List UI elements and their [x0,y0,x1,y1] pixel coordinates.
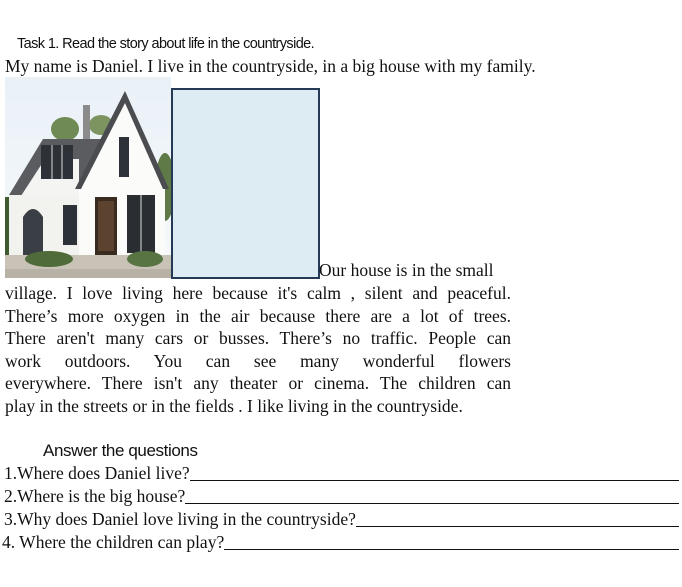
story-intro: My name is Daniel. I live in the countryside, in a big house with my family. [5,56,536,76]
task-title: Task 1. Read the story about life in the countryside. [17,36,315,52]
answer-line[interactable] [190,480,679,481]
question-row [4,485,679,507]
answer-heading: Answer the questions [43,441,198,460]
question-row [2,531,679,553]
question-text: 3.Why does Daniel love living in the countryside? [4,509,356,529]
answer-line[interactable] [356,526,679,527]
story-line: There’s more oxygen in the air because there are a lot of trees. [5,306,511,326]
question-text: 2.Where is the big house? [4,486,186,506]
question-row [4,462,679,484]
question-row [4,508,679,530]
story-line-first: Our house is in the small [319,260,494,280]
question-text: 4. Where the children can play? [2,532,225,552]
answer-line[interactable] [224,549,679,550]
answer-line[interactable] [185,503,679,504]
story-line: There aren't many cars or busses. There’s no traffic. People can [5,328,511,348]
story-line: work outdoors. You can see many wonderful flowers [5,351,511,371]
house-photo [5,77,171,278]
story-line: village. I love living here because it's calm , silent and peaceful. [5,283,511,303]
question-text: 1.Where does Daniel live? [4,463,190,483]
blank-picture-box [171,88,320,279]
story-line: play in the streets or in the fields . I like living in the countryside. [5,396,463,416]
story-line: everywhere. There isn't any theater or cinema. The children can [5,373,511,393]
